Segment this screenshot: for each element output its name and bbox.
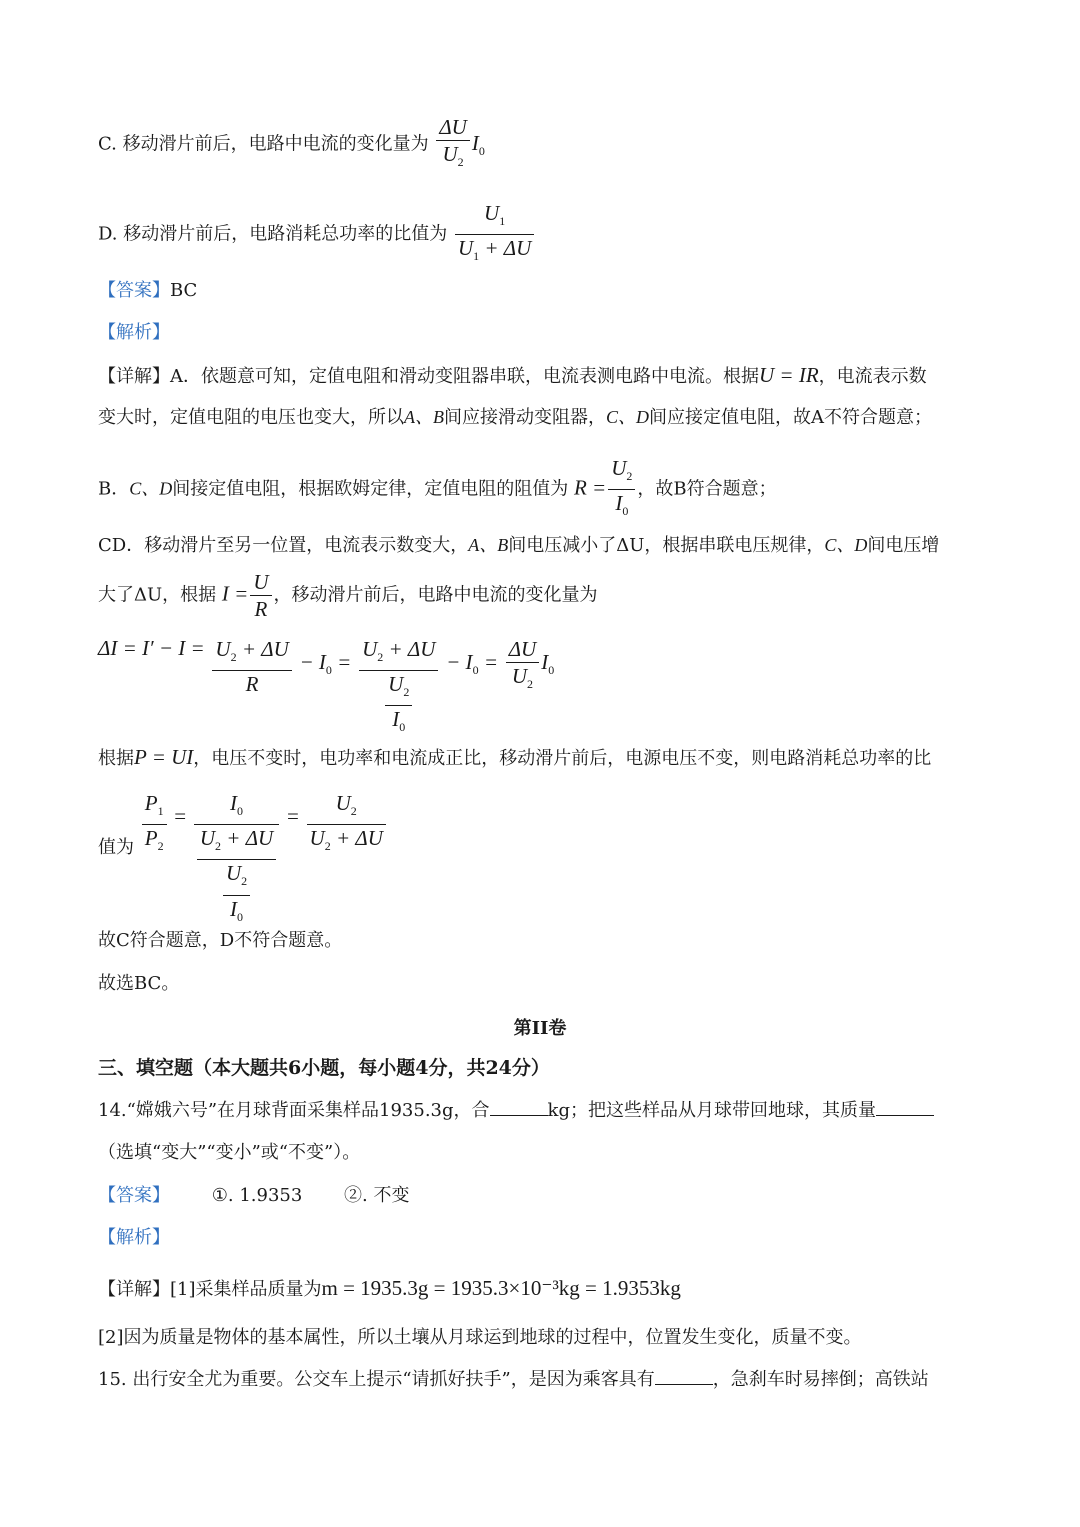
- answer-line: [98, 279, 197, 303]
- answer-value: BC: [170, 280, 198, 301]
- fraction: $\frac{U}{R}$: [250, 569, 271, 622]
- fraction: $\frac{U_1}{U_1 + \Delta U}$: [455, 200, 534, 269]
- detail-text: 间应接定值电阻，故A不符合题意；: [649, 407, 933, 428]
- analysis-line-2: [98, 1226, 170, 1250]
- detail-text: C、D: [129, 478, 173, 499]
- detail-line-7: [98, 745, 931, 771]
- answer-value-1: ①. 1.9353: [211, 1185, 303, 1206]
- question-text: 14.“嫦娥六号”在月球背面采集样品1935.3g，合: [98, 1100, 490, 1121]
- option-d-label: D. 移动滑片前后，电路消耗总功率的比值为: [98, 223, 448, 245]
- answer-tag: 【答案】: [98, 280, 170, 301]
- fraction: $\frac{U_2 + \Delta U}{R}$: [212, 636, 291, 697]
- fraction: $\frac{I_0}{\frac{U_2 + \Delta U}{\frac{U_2}{I_0}}}$: [194, 790, 279, 930]
- section-heading: 三、填空题（本大题共6小题，每小题4分，共24分）: [98, 1057, 550, 1079]
- fraction: $\frac{\Delta U}{U_2}$: [506, 636, 540, 697]
- option-c-label: C. 移动滑片前后，电路中电流的变化量为: [98, 133, 429, 155]
- option-c: C. 移动滑片前后，电路中电流的变化量为 $\frac{\Delta U}{U_2}$ $I_0$: [98, 114, 485, 175]
- analysis-tag: 【解析】: [98, 322, 170, 343]
- answer-blank[interactable]: [876, 1101, 934, 1116]
- formula: P = UI: [134, 745, 194, 769]
- detail-line-1: [98, 363, 927, 389]
- detail-text: 大了ΔU，根据: [98, 584, 217, 606]
- detail-text: C、D: [824, 535, 868, 555]
- question-text: 15. 出行安全尤为重要。公交车上提示“请抓好扶手”，是因为乘客具有: [98, 1369, 655, 1390]
- answer-value-2: ②. 不变: [344, 1185, 410, 1206]
- detail-text: C、D: [606, 407, 650, 427]
- fraction: $\frac{P_1}{P_2}$: [142, 790, 167, 859]
- detail-text: CD．移动滑片至另一位置，电流表示数变大，: [98, 535, 469, 556]
- analysis-tag: 【解析】: [98, 1227, 170, 1248]
- detail-text: B．: [98, 478, 130, 500]
- detail-line-4: [98, 533, 939, 558]
- detail-text: 间电压减小了ΔU，根据串联电压规律，: [508, 535, 825, 556]
- detail-tag: 【详解】: [98, 1279, 170, 1300]
- formula: m = 1935.3g = 1935.3×10⁻³kg = 1.9353kg: [321, 1276, 681, 1300]
- detail-text: ，电流表示数: [818, 366, 927, 387]
- detail-text: ，故B符合题意；: [637, 478, 777, 500]
- answer-line-2: [98, 1184, 409, 1208]
- conclusion-2: 故选BC。: [98, 973, 180, 994]
- detail-text: 间接定值电阻，根据欧姆定律，定值电阻的阻值为: [172, 478, 569, 500]
- detail-text: A、B: [468, 535, 509, 555]
- detail-line-5: 大了ΔU，根据 I = $\frac{U}{R}$ ，移动滑片前后，电路中电流的变化量为: [98, 570, 598, 621]
- detail-text: 值为: [98, 837, 134, 858]
- detail-text: 间电压增: [867, 535, 940, 556]
- detail-tag: 【详解】: [98, 366, 170, 387]
- detail-text: 间应接滑动变阻器，: [444, 407, 606, 428]
- delta-i-equation: ΔI = I′ − I = $\frac{U_2 + \Delta U}{R}$ − $I_0$ = $\frac{U_2 + \Delta U}{\frac{U_2}{I_0}}$ − $I_0$ = $\frac{\Delta U}{U_2}$ $I_0$: [98, 636, 554, 741]
- detail-line-3: B．C、D间接定值电阻，根据欧姆定律，定值电阻的阻值为 R = $\frac{U_2}{I_0}$ ，故B符合题意；: [98, 455, 777, 524]
- formula: U = IR: [759, 363, 819, 387]
- detail-text: [1]采集样品质量为: [170, 1279, 322, 1300]
- analysis-line: [98, 321, 170, 345]
- question-14-line-2: （选填“变大”“变小”或“不变”）。: [98, 1142, 361, 1163]
- answer-blank[interactable]: [655, 1370, 713, 1385]
- detail-text: 变大时，定值电阻的电压也变大，所以: [98, 407, 404, 428]
- detail-text: A、B: [404, 407, 444, 427]
- fraction: $\frac{U_2}{U_2 + \Delta U}$: [307, 790, 386, 859]
- detail2-line-2: [2]因为质量是物体的基本属性，所以土壤从月球运到地球的过程中，位置发生变化，质量不变。: [98, 1327, 862, 1348]
- detail-line-2: [98, 405, 932, 430]
- volume-title: 第II卷: [513, 1018, 567, 1039]
- question-text: ，急刹车时易摔倒；高铁站: [712, 1369, 929, 1390]
- question-14: [98, 1099, 934, 1123]
- power-ratio-equation: 值为 $\frac{P_1}{P_2}$ = $\frac{I_0}{\frac{U_2 + \Delta U}{\frac{U_2}{I_0}}}$ = $\frac{U_2}{U_2 + \Delta U}$: [98, 790, 388, 930]
- question-text: kg；把这些样品从月球带回地球，其质量: [547, 1100, 876, 1121]
- answer-blank[interactable]: [490, 1101, 548, 1116]
- conclusion-1: 故C符合题意，D不符合题意。: [98, 930, 343, 951]
- fraction: $\frac{U_2}{I_0}$: [608, 455, 635, 524]
- fraction: $\frac{U_2 + \Delta U}{\frac{U_2}{I_0}}$: [359, 636, 438, 741]
- detail-text: ，电压不变时，电功率和电流成正比，移动滑片前后，电源电压不变，则电路消耗总功率的比: [193, 748, 932, 769]
- detail2-line-1: [98, 1276, 681, 1302]
- option-d: [98, 200, 536, 269]
- detail-text: A．依题意可知，定值电阻和滑动变阻器串联，电流表测电路中电流。根据: [170, 366, 759, 387]
- question-15: [98, 1368, 929, 1392]
- answer-tag: 【答案】: [98, 1185, 170, 1206]
- fraction: $\frac{\Delta U}{U_2}$: [436, 114, 470, 175]
- detail-text: 根据: [98, 748, 134, 769]
- detail-text: ，移动滑片前后，电路中电流的变化量为: [273, 584, 598, 606]
